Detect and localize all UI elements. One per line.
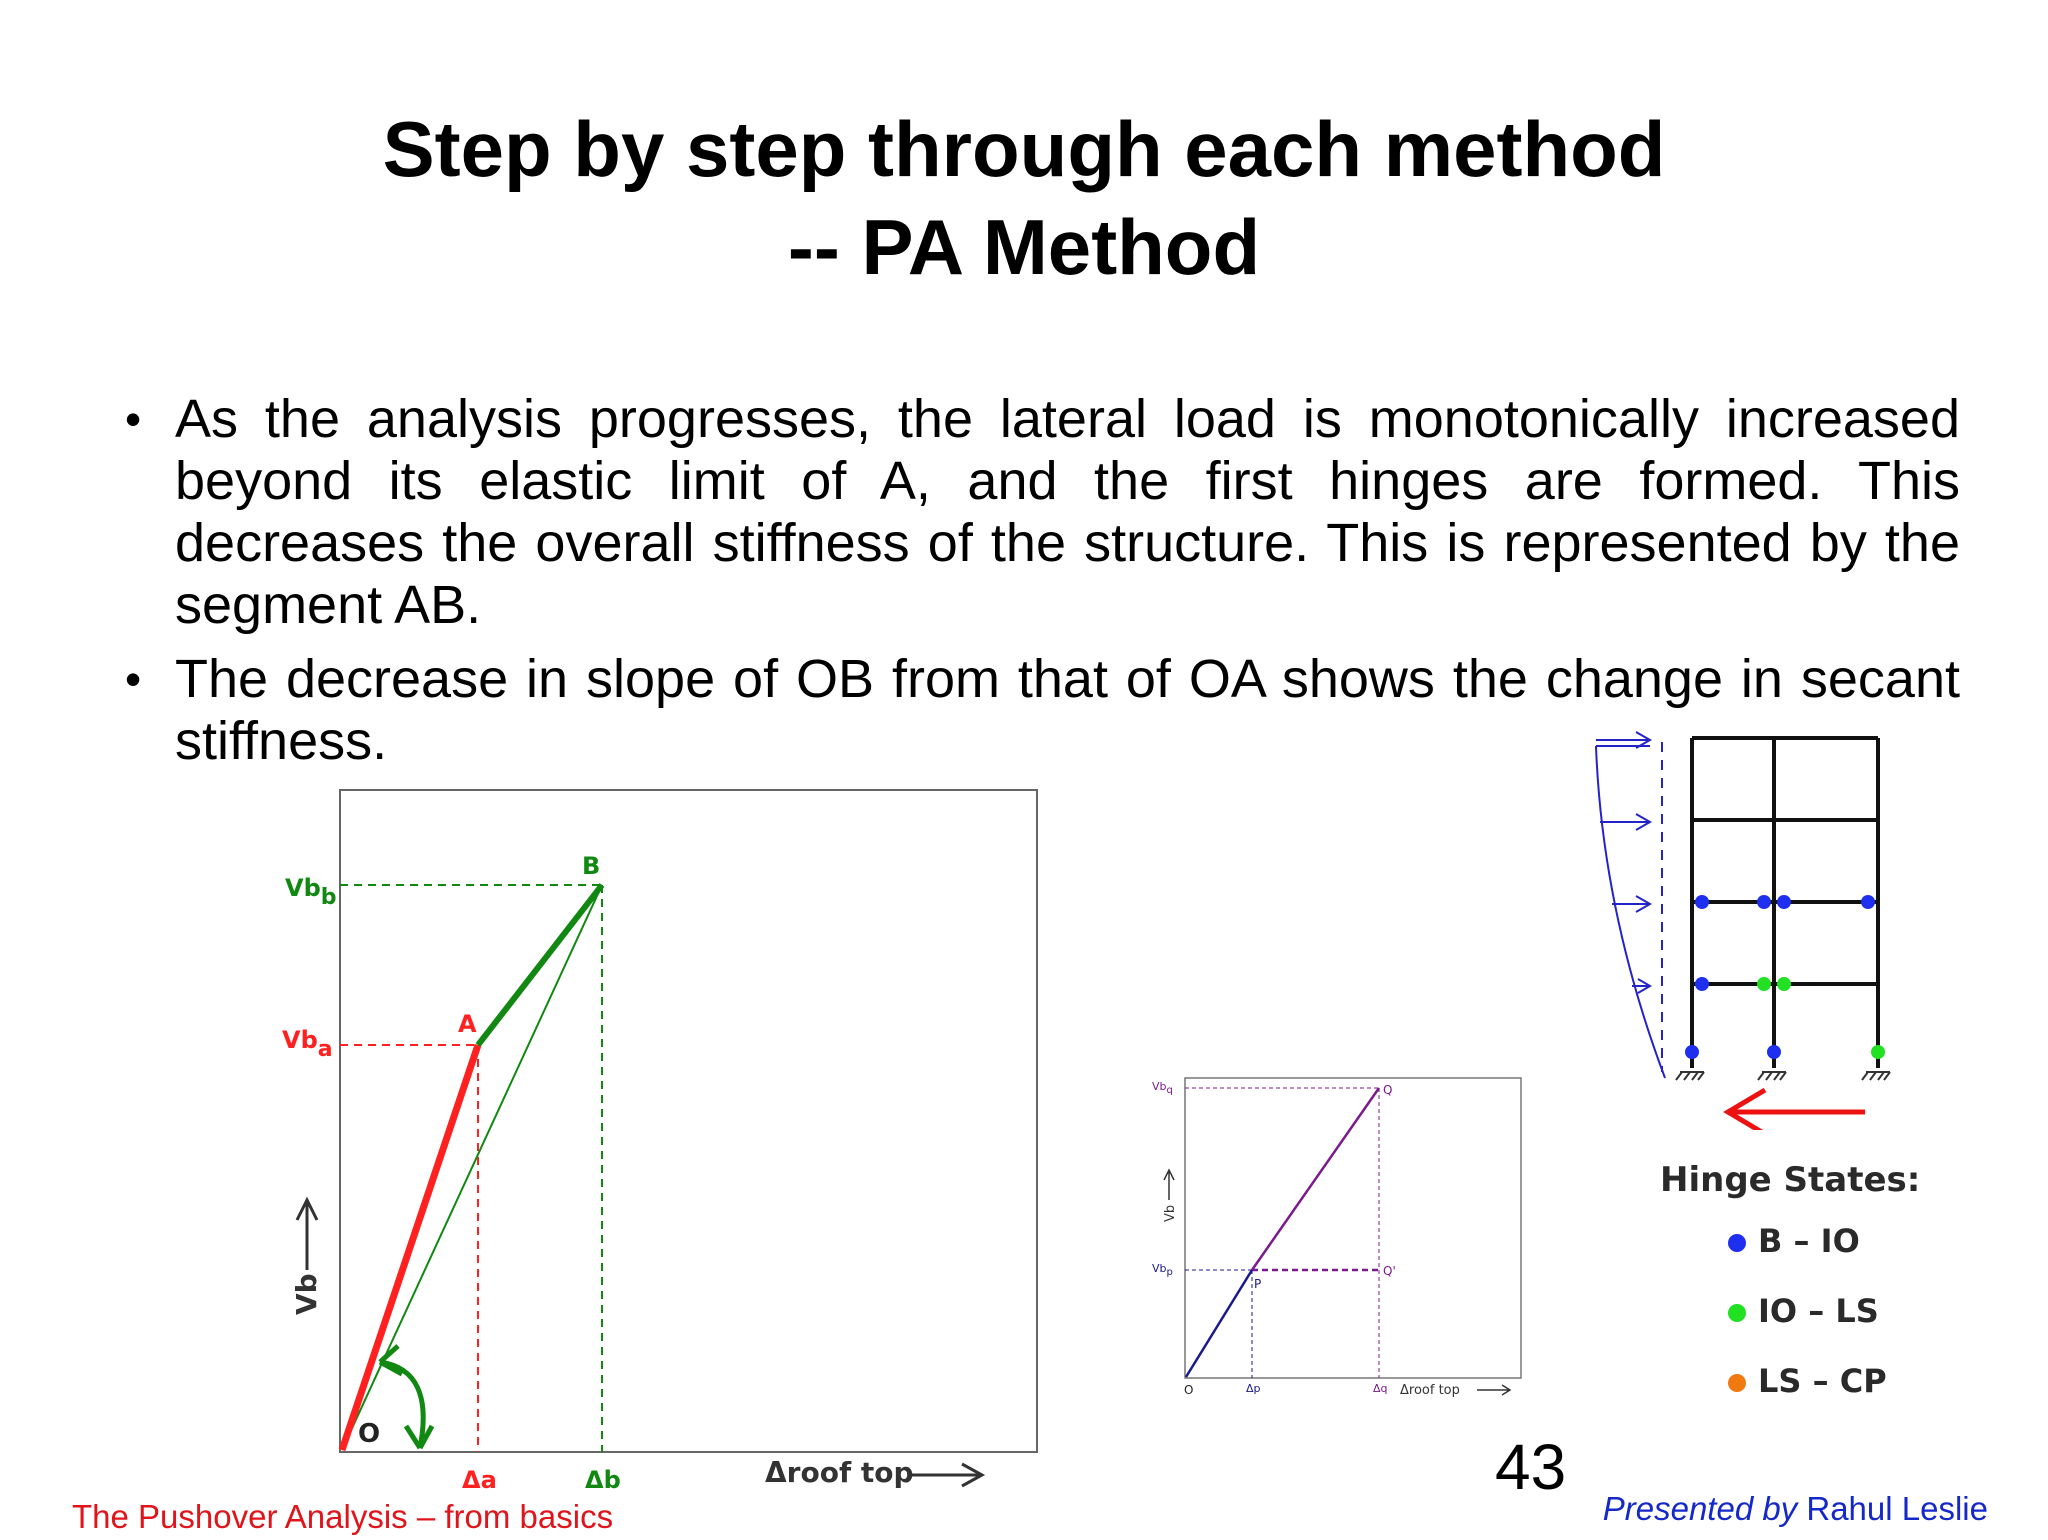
x-axis-arrow-icon <box>910 1464 982 1486</box>
frame-structure-diagram <box>1590 720 1930 1130</box>
small-x-arrow-icon <box>1477 1385 1510 1395</box>
title-line-2: -- PA Method <box>787 203 1261 291</box>
point-label-a: A <box>458 1010 477 1038</box>
legend-item-io-ls <box>1728 1292 1879 1330</box>
page-number: 43 <box>1495 1431 1567 1503</box>
pq-curve-chart <box>1140 1070 1540 1400</box>
presented-by-label: Presented by <box>1602 1490 1798 1527</box>
small-tick-dp: Δp <box>1246 1382 1261 1395</box>
bullet-text: The decrease in slope of OB from that of OA shows the change in secant stiffness. <box>175 649 1960 771</box>
small-x-axis-label: Δroof top <box>1400 1383 1460 1398</box>
orange-dot-icon <box>1728 1374 1746 1392</box>
legend-label: B – IO <box>1758 1222 1860 1260</box>
load-arrows <box>1596 732 1650 993</box>
small-tick-vbp: Vbp <box>1152 1262 1173 1278</box>
chart-frame <box>340 790 1037 1452</box>
point-label-o: O <box>358 1419 381 1449</box>
y-axis-label: Vb <box>290 1273 323 1315</box>
author-name: Rahul Leslie <box>1806 1490 1988 1527</box>
lateral-load-profile <box>1596 746 1665 1078</box>
legend-label: LS – CP <box>1758 1362 1887 1400</box>
small-y-arrow-icon <box>1164 1170 1174 1200</box>
hinges-b-io <box>1685 895 1875 1059</box>
hinge-legend-title: Hinge States: <box>1660 1160 1921 1200</box>
bullet-text: As the analysis progresses, the lateral load is monotonically increased beyond its elastic limit of A, and the first hinges are formed. This decreases the overall stiffness of the structure. This is represented by the segment AB. <box>175 389 1960 635</box>
small-label-o: O <box>1184 1383 1194 1397</box>
bullet-item <box>125 388 1960 636</box>
legend-label: IO – LS <box>1758 1292 1879 1330</box>
tick-db: Δb <box>585 1466 621 1494</box>
fixed-supports <box>1676 1072 1890 1080</box>
green-dot-icon <box>1728 1304 1746 1322</box>
small-label-p: P <box>1254 1277 1262 1291</box>
small-y-axis-label: Vb <box>1163 1204 1178 1222</box>
x-axis-label: Δroof top <box>765 1456 914 1489</box>
point-label-b: B <box>582 852 601 880</box>
bullet-dot: • <box>125 653 142 705</box>
slide-title <box>0 100 2048 296</box>
tick-vbb: Vbb <box>285 874 337 910</box>
legend-item-b-io <box>1728 1222 1860 1260</box>
small-tick-dq: Δq <box>1373 1382 1388 1395</box>
y-axis-arrow-icon <box>297 1200 317 1270</box>
title-line-1: Step by step through each method <box>382 105 1666 193</box>
pushover-curve-chart <box>270 780 1050 1540</box>
small-chart-frame <box>1185 1078 1521 1378</box>
tick-da: Δa <box>462 1466 497 1494</box>
footer-presenter <box>1603 1490 1988 1528</box>
small-label-qprime: Q' <box>1383 1264 1396 1278</box>
footer-title: The Pushover Analysis – from basics <box>72 1498 614 1535</box>
small-label-q: Q <box>1383 1083 1393 1097</box>
push-direction-arrow <box>1728 1090 1865 1130</box>
tick-vba: Vba <box>282 1026 333 1062</box>
small-tick-vbq: Vbq <box>1152 1080 1173 1096</box>
bullet-dot: • <box>125 393 142 445</box>
legend-item-ls-cp <box>1728 1362 1887 1400</box>
blue-dot-icon <box>1728 1234 1746 1252</box>
